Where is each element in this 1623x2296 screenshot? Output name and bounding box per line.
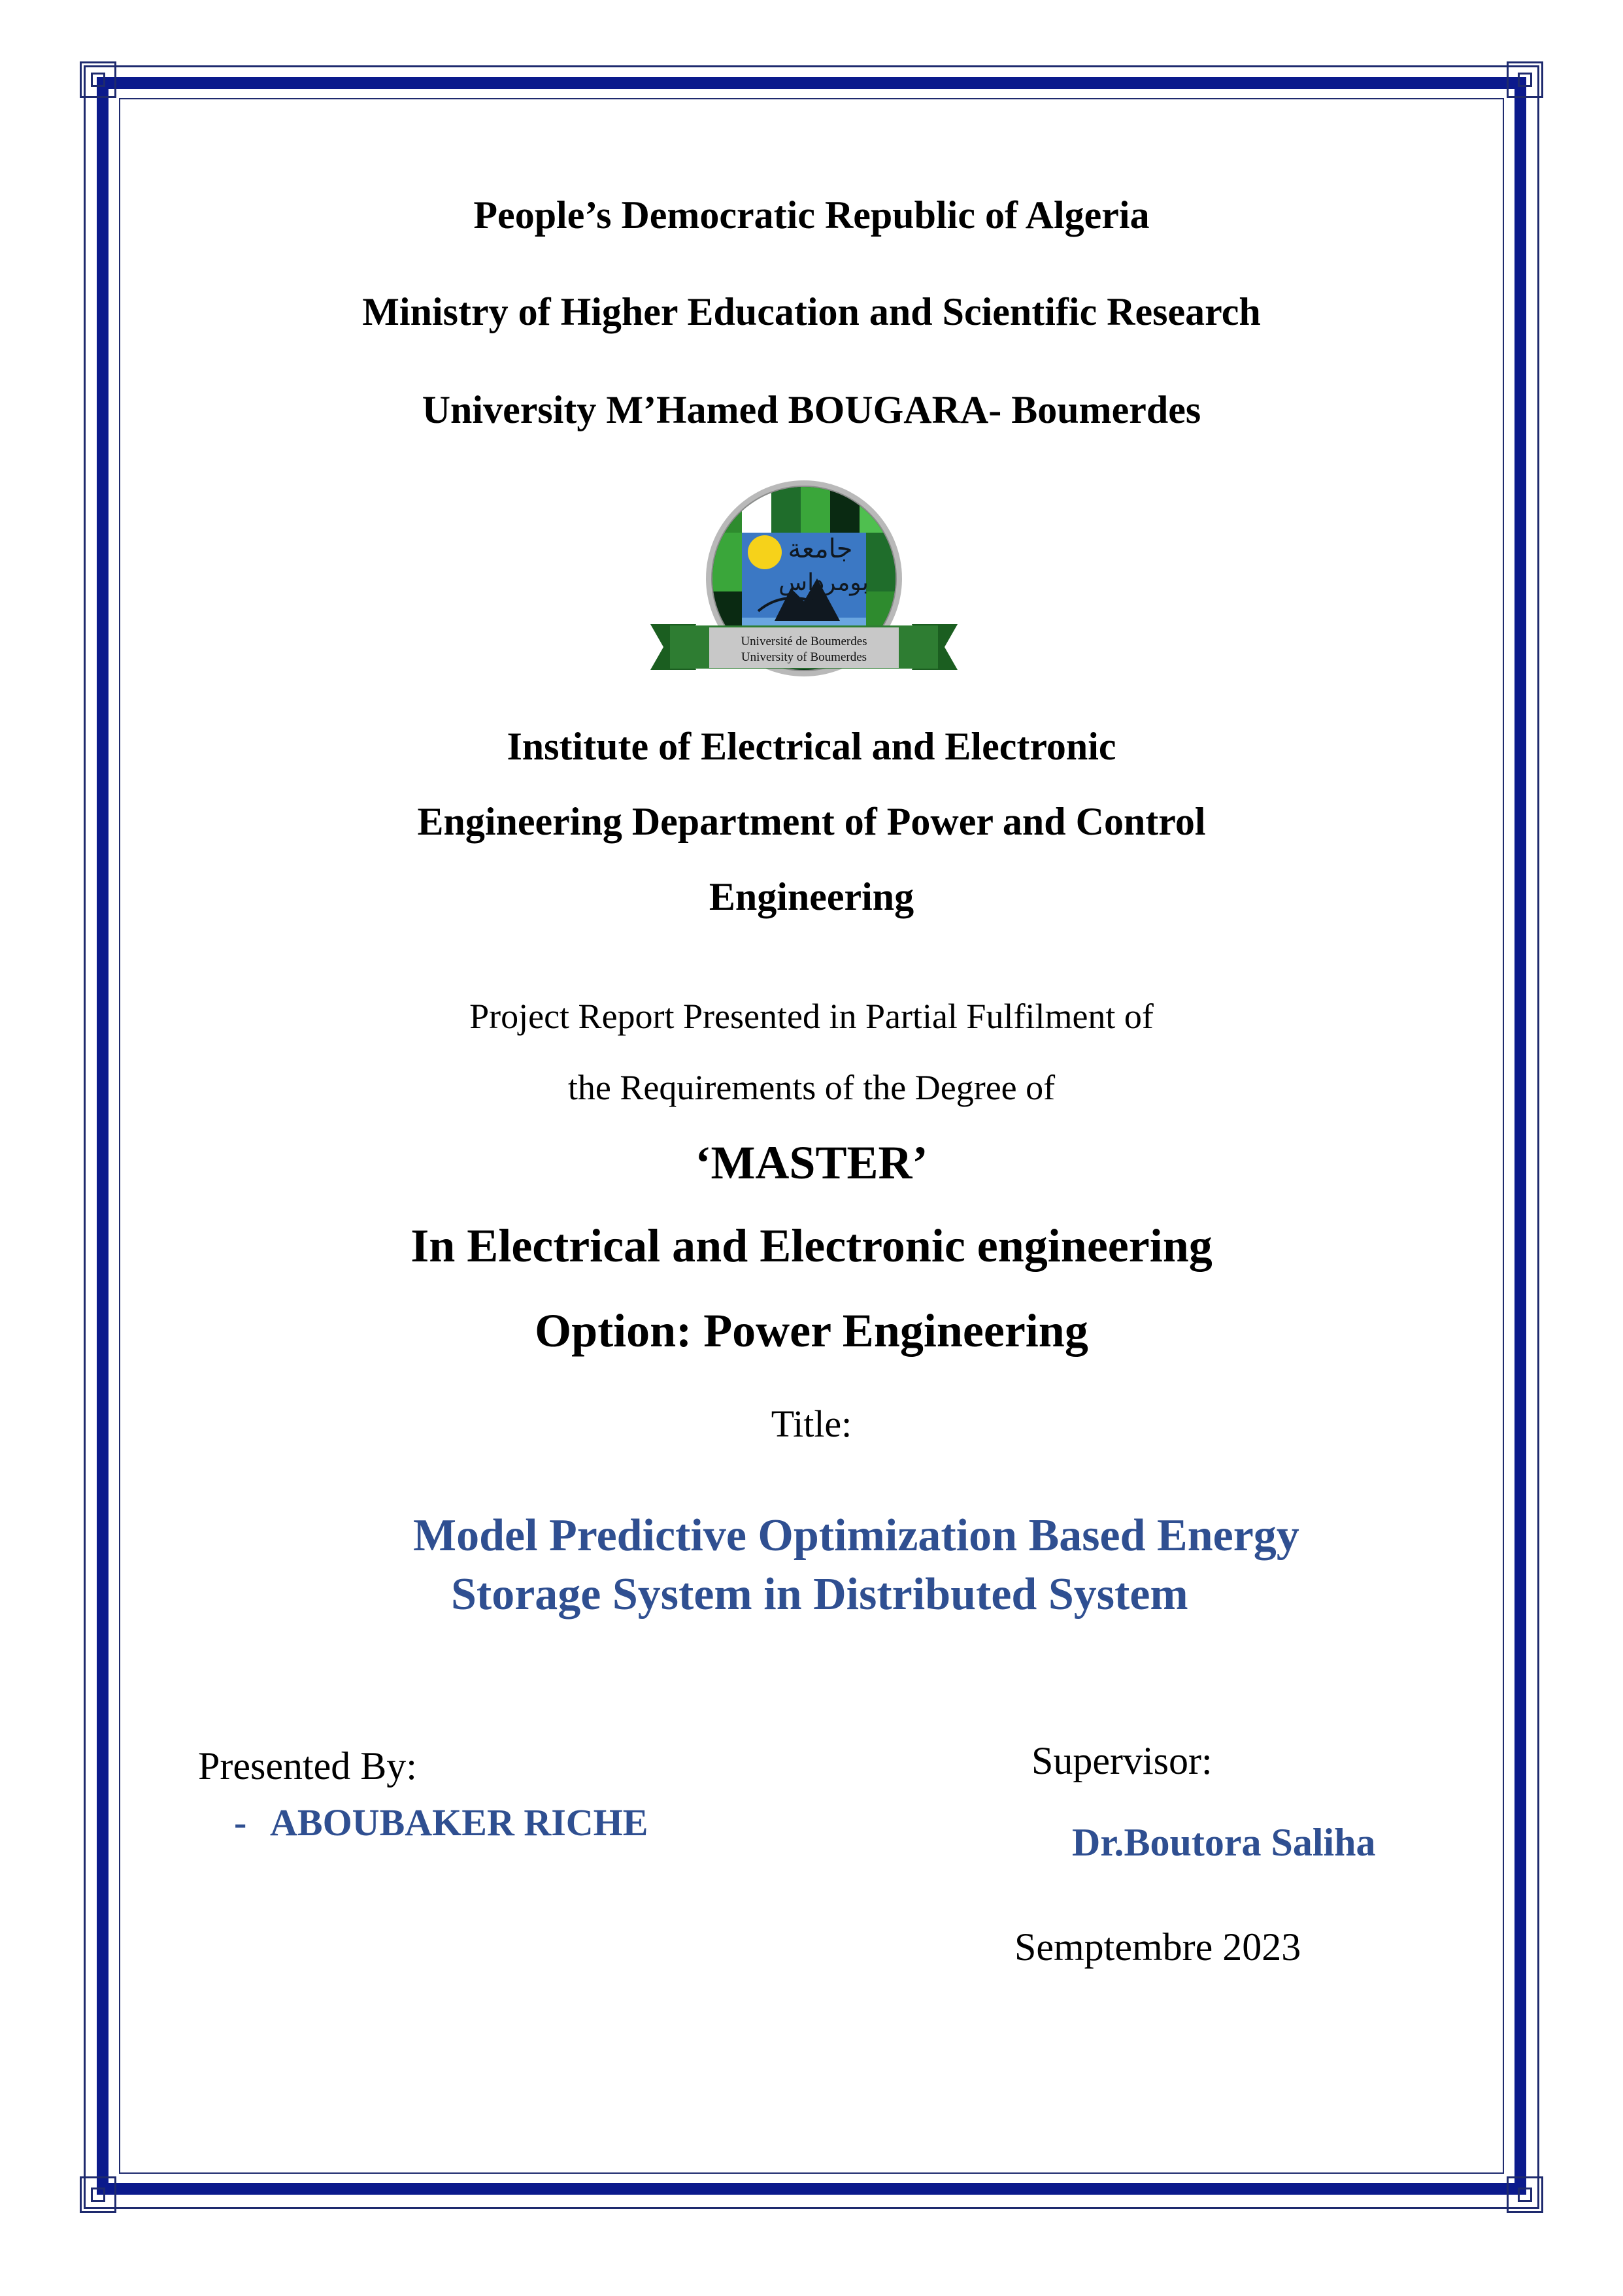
logo-banner-en: University of Boumerdes [741,650,867,664]
border-corner-ornament [1507,61,1543,98]
submission-date: Semptembre 2023 [1014,1925,1301,1969]
presented-by-label: Presented By: [198,1744,417,1788]
thesis-title-line-1: Model Predictive Optimization Based Energy [413,1510,1299,1561]
degree-title: ‘MASTER’ [695,1137,928,1189]
student-bullet: - [234,1801,247,1844]
logo-banner-fr: Université de Boumerdes [741,635,867,648]
country-heading: People’s Democratic Republic of Algeria [473,193,1150,237]
border-corner-ornament [80,2176,116,2213]
ministry-heading: Ministry of Higher Education and Scientific Research [362,290,1261,333]
border-corner-ornament [1507,2176,1543,2213]
supervisor-label: Supervisor: [1031,1739,1213,1782]
sun-icon [748,535,782,569]
student-name: ABOUBAKER RICHE [270,1801,648,1844]
title-label: Title: [771,1403,852,1445]
university-heading: University M’Hamed BOUGARA- Boumerdes [422,388,1201,431]
institute-line-3: Engineering [709,875,914,918]
report-description-line-1: Project Report Presented in Partial Fulfilment of [469,997,1154,1036]
logo-arabic-line-1: جامعة [788,534,853,564]
university-logo [650,480,958,703]
report-description-line-2: the Requirements of the Degree of [567,1068,1056,1107]
logo-arabic-line-2: بومرداس [778,569,869,596]
border-corner-ornament [80,61,116,98]
institute-line-1: Institute of Electrical and Electronic [507,725,1116,768]
supervisor-name: Dr.Boutora Saliha [1072,1821,1376,1864]
degree-field: In Electrical and Electronic engineering [410,1220,1213,1272]
institute-line-2: Engineering Department of Power and Control [417,800,1206,843]
thesis-title-line-2: Storage System in Distributed System [451,1569,1188,1620]
degree-option: Option: Power Engineering [535,1305,1088,1357]
